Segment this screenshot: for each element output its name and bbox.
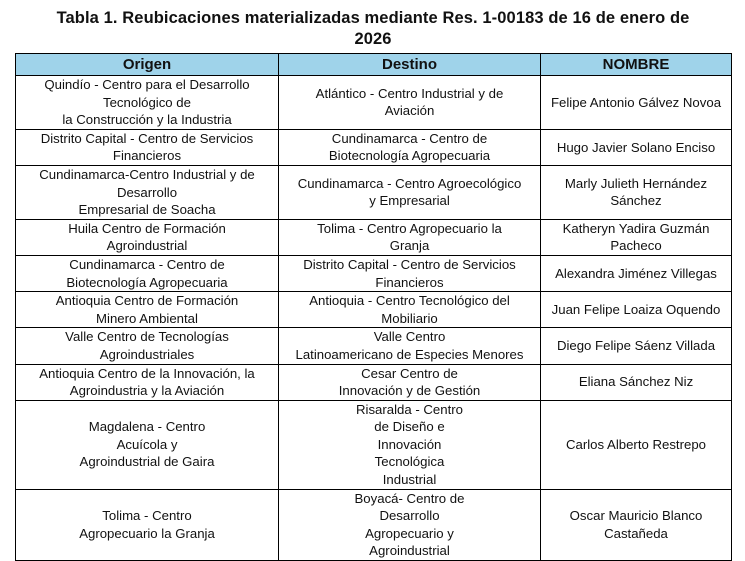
cell-destino-line: Valle Centro	[373, 329, 446, 345]
cell-destino-line: Biotecnología Agropecuaria	[328, 148, 491, 164]
cell-nombre-line: Diego Felipe Sáenz Villada	[556, 338, 716, 354]
cell-origen-line: Valle Centro de Tecnologías	[65, 329, 229, 345]
cell-origen-line: Distrito Capital - Centro de Servicios	[40, 130, 254, 146]
cell-origen	[16, 292, 279, 328]
cell-destino-line: Cundinamarca - Centro Agroecológico	[297, 175, 522, 191]
table-row	[16, 400, 732, 489]
cell-nombre-line: Juan Felipe Loaiza Oquendo	[551, 301, 721, 317]
cell-origen-line: Acuícola y	[116, 436, 178, 452]
cell-destino-line: Agroindustrial	[369, 543, 450, 559]
table-row	[16, 255, 732, 291]
cell-origen-line: Antioquia Centro de la Innovación, la	[39, 365, 255, 381]
relocations-table	[15, 53, 732, 561]
table-row	[16, 219, 732, 255]
cell-origen-line: Tecnológico de	[103, 94, 191, 110]
cell-nombre	[541, 165, 732, 219]
table-title-line-2: 2026	[354, 30, 392, 48]
cell-destino	[279, 400, 541, 489]
cell-nombre-line: Castañeda	[604, 525, 668, 541]
cell-destino-line: Antioquia - Centro Tecnológico del	[309, 293, 510, 309]
cell-destino-line: Desarrollo	[379, 508, 440, 524]
cell-nombre	[541, 255, 732, 291]
cell-origen	[16, 400, 279, 489]
cell-destino-line: Innovación y de Gestión	[338, 383, 481, 399]
cell-destino	[279, 328, 541, 364]
cell-destino-line: Distrito Capital - Centro de Servicios	[303, 256, 516, 272]
cell-origen	[16, 129, 279, 165]
cell-destino-line: Atlántico - Centro Industrial y de	[315, 85, 504, 101]
cell-destino-line: Mobiliario	[381, 310, 438, 326]
cell-origen	[16, 219, 279, 255]
cell-nombre-line: Katheryn Yadira Guzmán	[562, 220, 710, 236]
cell-origen	[16, 489, 279, 560]
cell-destino-line: Industrial	[382, 472, 437, 488]
cell-origen-line: Magdalena - Centro	[88, 419, 206, 435]
cell-destino-line: Innovación	[377, 436, 442, 452]
cell-nombre-line: Oscar Mauricio Blanco	[569, 508, 703, 524]
cell-destino	[279, 219, 541, 255]
cell-origen-line: Cundinamarca-Centro Industrial y de	[39, 166, 255, 182]
cell-destino-line: Tecnológica	[374, 454, 445, 470]
cell-origen-line: Agroindustrial de Gaira	[79, 454, 215, 470]
cell-origen	[16, 328, 279, 364]
cell-destino-line: Financieros	[375, 274, 444, 290]
cell-origen-line: Biotecnología Agropecuaria	[66, 274, 228, 290]
cell-destino-line: Risaralda - Centro	[355, 401, 463, 417]
cell-origen-line: Financieros	[112, 148, 182, 164]
cell-origen-line: Agroindustrial	[106, 238, 188, 254]
header-origen: Origen	[16, 54, 279, 76]
cell-destino-line: Cesar Centro de	[361, 365, 458, 381]
table-row	[16, 129, 732, 165]
cell-destino-line: Latinoamericano de Especies Menores	[295, 346, 524, 362]
cell-destino-line: Boyacá- Centro de	[354, 490, 465, 506]
table-row	[16, 364, 732, 400]
table-row	[16, 328, 732, 364]
cell-nombre-line: Pacheco	[610, 238, 662, 254]
cell-origen	[16, 364, 279, 400]
cell-nombre-line: Marly Julieth Hernández	[564, 175, 708, 191]
cell-destino-line: Tolima - Centro Agropecuario la	[317, 220, 502, 236]
cell-destino	[279, 129, 541, 165]
cell-origen-line: Antioquia Centro de Formación	[55, 293, 239, 309]
cell-origen-line: Cundinamarca - Centro de	[69, 256, 225, 272]
cell-origen	[16, 255, 279, 291]
cell-nombre-line: Hugo Javier Solano Enciso	[556, 139, 716, 155]
header-nombre: NOMBRE	[541, 54, 732, 76]
cell-destino-line: Aviación	[384, 103, 435, 119]
table-row	[16, 489, 732, 560]
cell-destino	[279, 489, 541, 560]
cell-destino-line: y Empresarial	[369, 193, 450, 209]
cell-origen-line: Agropecuario la Granja	[79, 525, 215, 541]
table-row	[16, 76, 732, 130]
cell-nombre	[541, 400, 732, 489]
cell-destino-line: Granja	[389, 238, 430, 254]
table-title-line-1: Tabla 1. Reubicaciones materializadas mediante Res. 1-00183 de 16 de enero de	[56, 9, 690, 27]
cell-nombre	[541, 328, 732, 364]
cell-destino	[279, 165, 541, 219]
cell-destino	[279, 76, 541, 130]
cell-nombre	[541, 129, 732, 165]
cell-nombre	[541, 364, 732, 400]
cell-origen	[16, 165, 279, 219]
cell-origen-line: Agroindustria y la Aviación	[69, 383, 225, 399]
cell-nombre-line: Felipe Antonio Gálvez Novoa	[550, 94, 722, 110]
cell-nombre	[541, 489, 732, 560]
cell-nombre-line: Eliana Sánchez Niz	[578, 374, 694, 390]
table-row	[16, 165, 732, 219]
cell-origen-line: Quindío - Centro para el Desarrollo	[44, 77, 250, 92]
cell-destino-line: Cundinamarca - Centro de	[331, 130, 488, 146]
cell-origen-line: Minero Ambiental	[96, 310, 198, 326]
cell-destino	[279, 292, 541, 328]
cell-origen-line: Empresarial de Soacha	[78, 202, 216, 218]
header-row	[16, 54, 732, 76]
cell-origen	[16, 76, 279, 130]
cell-destino	[279, 364, 541, 400]
cell-destino	[279, 255, 541, 291]
cell-origen-line: Huila Centro de Formación	[68, 220, 226, 236]
table-body	[16, 76, 732, 561]
cell-destino-line: Agropecuario y	[365, 525, 454, 541]
header-destino: Destino	[279, 54, 541, 76]
cell-origen-line: Tolima - Centro	[102, 508, 192, 524]
cell-nombre-line: Carlos Alberto Restrepo	[565, 436, 706, 452]
cell-nombre-line: Sánchez	[610, 193, 662, 209]
cell-origen-line: la Construcción y la Industria	[62, 112, 232, 128]
cell-nombre-line: Alexandra Jiménez Villegas	[555, 265, 717, 281]
cell-destino-line: de Diseño e	[374, 419, 445, 435]
table-row	[16, 292, 732, 328]
cell-origen-line: Agroindustriales	[99, 346, 195, 362]
cell-nombre	[541, 292, 732, 328]
cell-nombre	[541, 76, 732, 130]
cell-origen-line: Desarrollo	[116, 184, 178, 200]
table-title	[15, 8, 731, 50]
cell-nombre	[541, 219, 732, 255]
